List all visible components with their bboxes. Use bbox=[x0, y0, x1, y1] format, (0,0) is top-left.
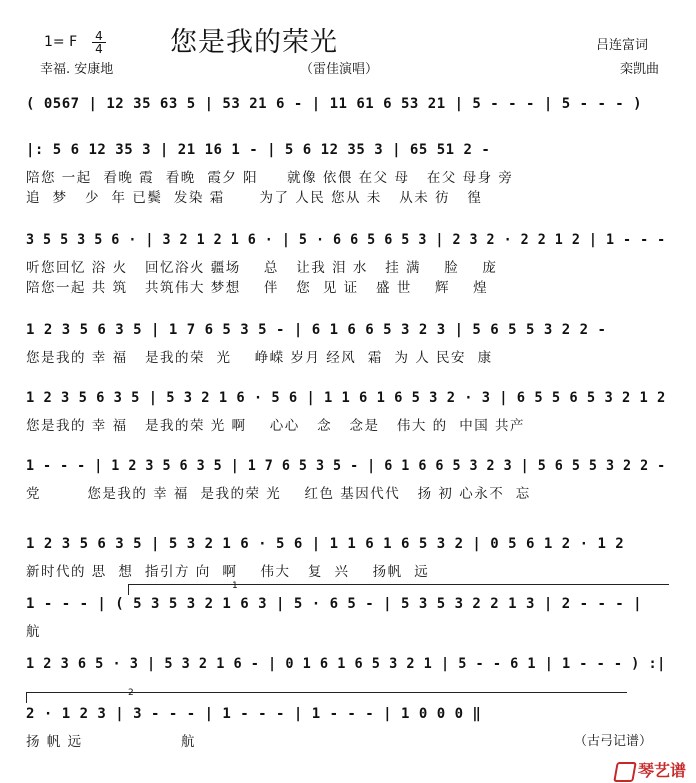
composer: 栾凯曲 bbox=[620, 62, 660, 77]
notation-row: 1 2 3 5 6 3 5 | 5 3 2 1 6 · 5 6 | 1 1 6 1 6 5 3 2 | 0 5 6 1 2 · 1 2 bbox=[26, 536, 625, 552]
notation-row: ( 0567 | 12 35 63 5 | 53 21 6 - | 11 61 6 53 21 | 5 - - - | 5 - - - ) bbox=[26, 96, 643, 112]
score-system-5 bbox=[26, 390, 666, 440]
notation-row: 1 2 3 5 6 3 5 | 1 7 6 5 3 5 - | 6 1 6 6 5 3 2 3 | 5 6 5 5 3 2 2 - bbox=[26, 322, 607, 338]
tempo-marking: 幸福. 安康地 bbox=[40, 62, 114, 77]
lyric-verse-1: 航 bbox=[26, 624, 41, 640]
transcriber-note: （古弓记谱） bbox=[574, 734, 653, 749]
score-system-8 bbox=[26, 581, 666, 646]
volta-bracket-1 bbox=[128, 584, 669, 595]
lyric-verse-2: 陪您一起 共 筑 共筑伟大 梦想 伴 您 见 证 盛 世 辉 煌 bbox=[26, 280, 489, 296]
time-signature-bottom: 4 bbox=[92, 42, 106, 55]
volta-bracket-2 bbox=[26, 692, 627, 703]
time-signature-top: 4 bbox=[95, 29, 103, 43]
score-system-6 bbox=[26, 458, 666, 508]
notation-row: 3 5 5 3 5 6 · | 3 2 1 2 1 6 · | 5 · 6 6 5 6 5 3 | 2 3 2 · 2 2 1 2 | 1 - - - bbox=[26, 232, 666, 248]
notation-row: 1 - - - | 1 2 3 5 6 3 5 | 1 7 6 5 3 5 - | 6 1 6 6 5 3 2 3 | 5 6 5 5 3 2 2 - bbox=[26, 458, 666, 474]
volta-number: 2 bbox=[128, 688, 134, 698]
lyric-verse-1: 扬 帆 远 航 bbox=[26, 734, 197, 750]
logo-text: 琴艺谱 bbox=[637, 761, 686, 780]
score-system-7 bbox=[26, 536, 666, 586]
lyricist: 吕连富词 bbox=[596, 38, 649, 53]
score-system-1 bbox=[26, 96, 666, 126]
song-title: 您是我的荣光 bbox=[170, 27, 338, 58]
notation-row: 2 · 1 2 3 | 3 - - - | 1 - - - | 1 - - - | 1 0 0 0 ‖ bbox=[26, 706, 482, 722]
score-system-2 bbox=[26, 142, 666, 212]
site-logo bbox=[615, 758, 686, 782]
score-system-9 bbox=[26, 656, 666, 686]
notation-row: 1 2 3 6 5 · 3 | 5 3 2 1 6 - | 0 1 6 1 6 5 3 2 1 | 5 - - 6 1 | 1 - - - ) :| bbox=[26, 656, 666, 672]
lyric-verse-1: 新时代的 思 想 指引方 向 啊 伟大 复 兴 扬帆 远 bbox=[26, 564, 430, 580]
qin-logo-icon bbox=[613, 762, 637, 782]
volta-number: 1 bbox=[232, 581, 238, 591]
lyric-verse-1: 陪您 一起 看晚 霞 看晚 霞夕 阳 就像 依偎 在父 母 在父 母身 旁 bbox=[26, 170, 514, 186]
score-system-4 bbox=[26, 322, 666, 372]
key-signature: 1= F bbox=[44, 34, 78, 50]
lyric-verse-1: 听您回忆 浴 火 回忆浴火 疆场 总 让我 泪 水 挂 满 脸 庞 bbox=[26, 260, 498, 276]
lyric-verse-1: 您是我的 幸 福 是我的荣 光 啊 心心 念 念是 伟大 的 中国 共产 bbox=[26, 418, 525, 434]
lyric-verse-2: 追 梦 少 年 已鬓 发染 霜 为了 人民 您从 未 从未 彷 徨 bbox=[26, 190, 483, 206]
score-system-10 bbox=[26, 688, 666, 756]
performer: （雷佳演唱） bbox=[300, 62, 379, 77]
notation-row: 1 2 3 5 6 3 5 | 5 3 2 1 6 · 5 6 | 1 1 6 1 6 5 3 2 · 3 | 6 5 5 6 5 3 2 1 2 bbox=[26, 390, 666, 406]
notation-row: 1 - - - | ( 5 3 5 3 2 1 6 3 | 5 · 6 5 - | 5 3 5 3 2 2 1 3 | 2 - - - | bbox=[26, 596, 643, 612]
notation-row: |: 5 6 12 35 3 | 21 16 1 - | 5 6 12 35 3 | 65 51 2 - bbox=[26, 142, 491, 158]
time-signature bbox=[92, 30, 106, 55]
lyric-verse-1: 您是我的 幸 福 是我的荣 光 峥嵘 岁月 经风 霜 为 人 民安 康 bbox=[26, 350, 493, 366]
score-system-3 bbox=[26, 232, 666, 302]
lyric-verse-1: 党 您是我的 幸 福 是我的荣 光 红色 基因代代 扬 初 心永不 忘 bbox=[26, 486, 531, 502]
